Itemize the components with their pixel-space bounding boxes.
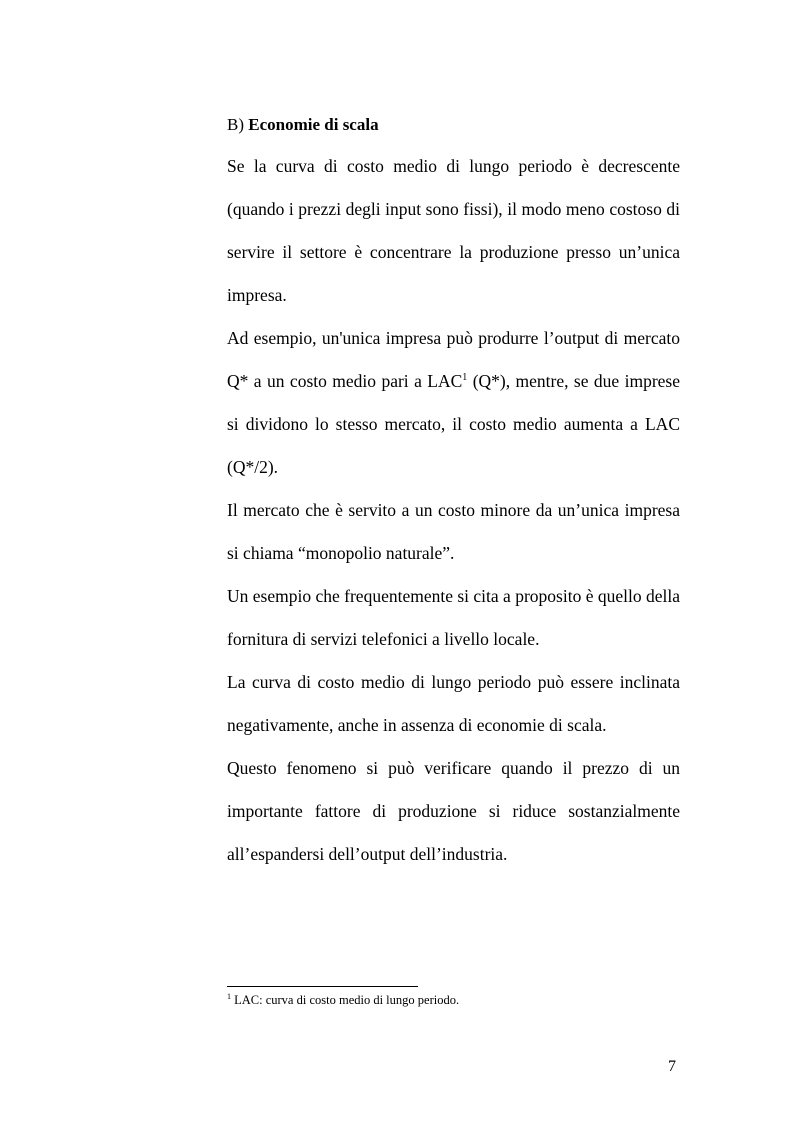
footnote-text: LAC: curva di costo medio di lungo periodo.	[231, 993, 460, 1007]
footnote	[227, 992, 459, 1008]
paragraph-2-text-before: Ad esempio, un'unica impresa può produrre l’output di mercato Q* a un costo medio pari a LAC	[227, 328, 680, 391]
main-content	[227, 108, 680, 876]
section-letter: B)	[227, 115, 244, 134]
section-heading	[227, 108, 680, 145]
footnote-reference: 1	[462, 372, 468, 383]
footnote-divider	[227, 986, 418, 987]
footnote-mark: 1	[227, 992, 231, 1001]
paragraph-3: Il mercato che è servito a un costo minore da un’unica impresa si chiama “monopolio naturale”.	[227, 500, 680, 563]
paragraph-2-text-after: (Q*), mentre, se due imprese si dividono lo stesso mercato, il costo medio aumenta a LAC (Q*/2).	[227, 371, 680, 477]
paragraph-1: Se la curva di costo medio di lungo periodo è decrescente (quando i prezzi degli input sono fissi), il modo meno costoso di servire il settore è concentrare la produzione presso un’unica impresa.	[227, 156, 680, 305]
paragraph-6: Questo fenomeno si può verificare quando il prezzo di un importante fattore di produzione si riduce sostanzialmente all’espandersi dell’output dell’industria.	[227, 758, 680, 864]
page-number: 7	[668, 1058, 676, 1075]
paragraph-4: Un esempio che frequentemente si cita a proposito è quello della fornitura di servizi telefonici a livello locale.	[227, 586, 680, 649]
section-title: Economie di scala	[248, 115, 379, 134]
paragraph-2	[227, 317, 680, 489]
paragraph-5: La curva di costo medio di lungo periodo può essere inclinata negativamente, anche in assenza di economie di scala.	[227, 672, 680, 735]
